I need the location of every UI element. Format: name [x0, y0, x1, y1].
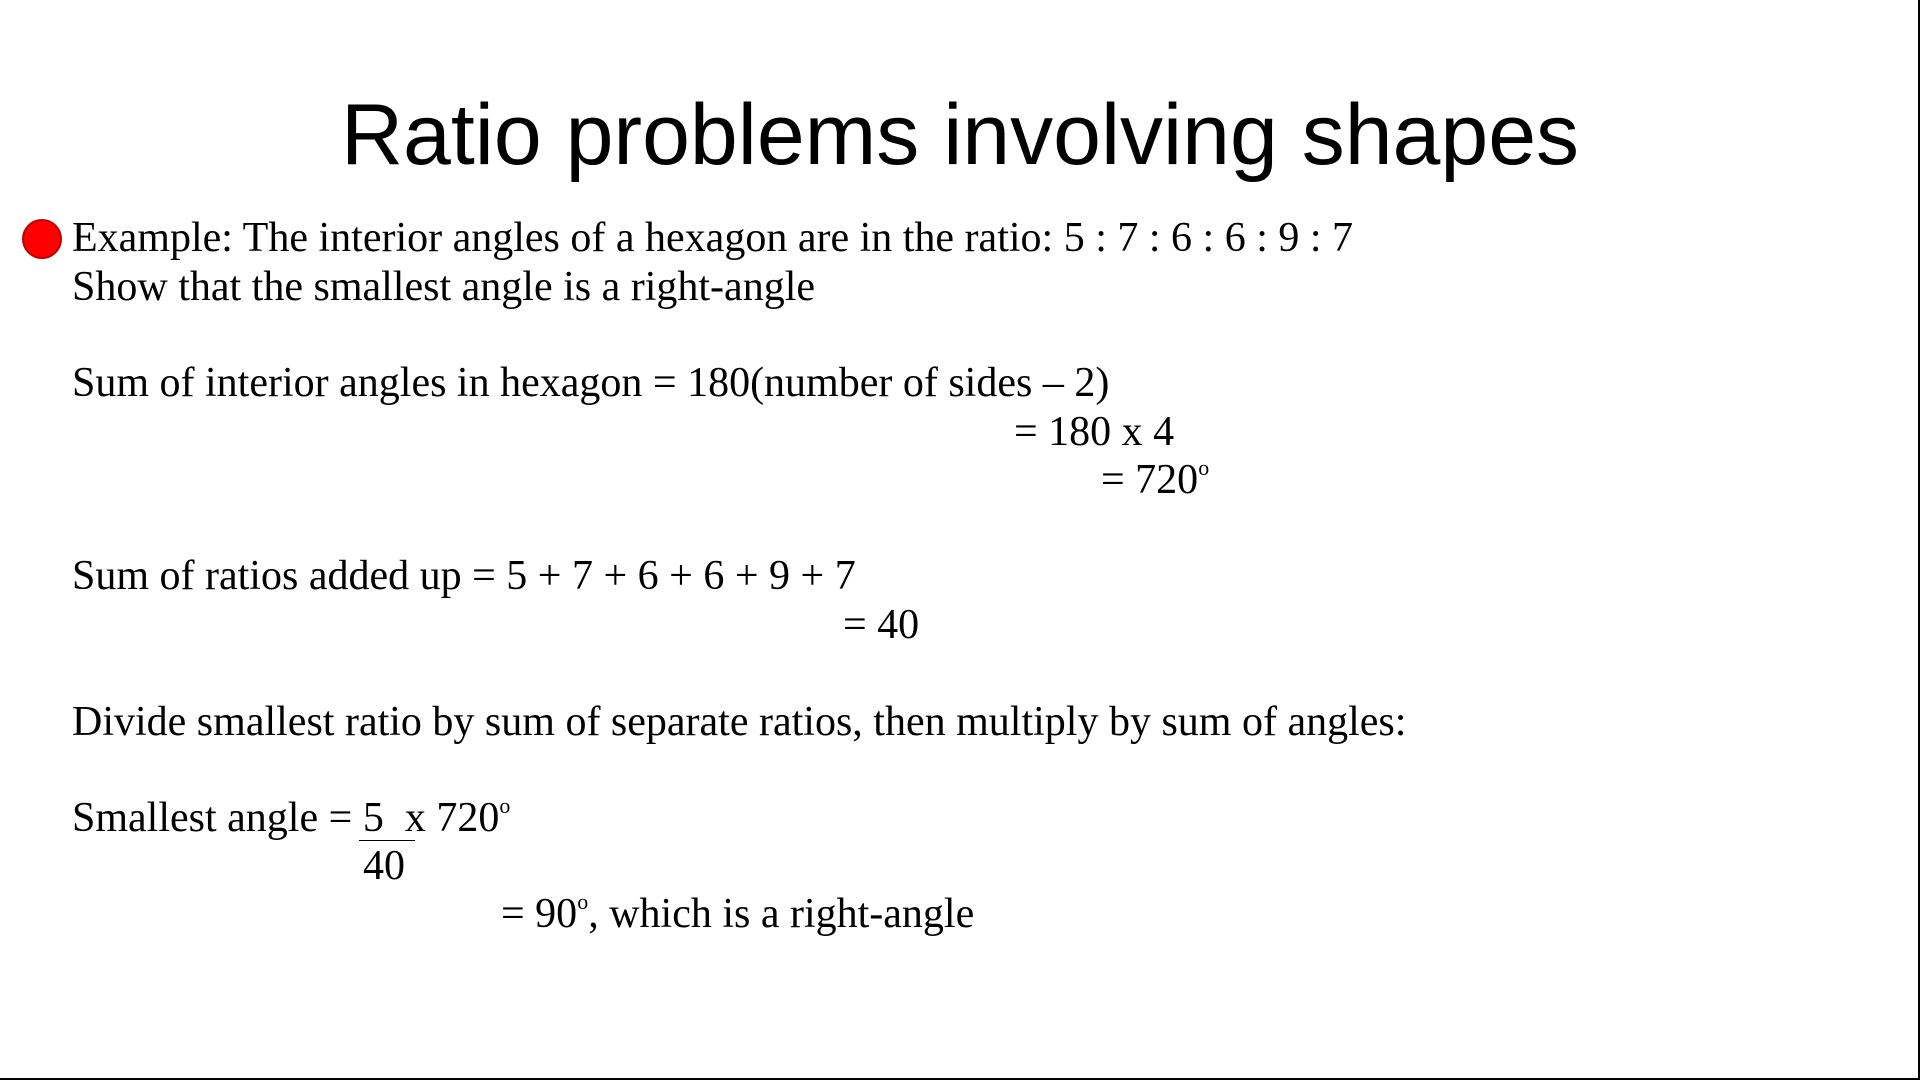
degree-symbol: o	[1198, 455, 1210, 480]
multiply-text: x 720	[404, 795, 500, 841]
fraction-denominator: 40	[363, 843, 405, 889]
example-text: Example: The interior angles of a hexagon are in the ratio: 5 : 7 : 6 : 6 : 9 : 7	[72, 215, 1354, 261]
red-bullet-dot	[22, 219, 62, 259]
sum-ratios-result-text: = 40	[843, 602, 920, 648]
sum-ratios-text: Sum of ratios added up = 5 + 7 + 6 + 6 + 9 + 7	[72, 553, 856, 599]
smallest-angle-line	[72, 793, 510, 843]
divide-instruction-line	[72, 697, 1406, 747]
slide-title: Ratio problems involving shapes	[340, 87, 1580, 183]
divide-instruction-text: Divide smallest ratio by sum of separate ratios, then multiply by sum of angles:	[72, 699, 1407, 745]
sum-interior-line	[72, 358, 1109, 408]
final-value: = 90	[501, 891, 578, 937]
smallest-angle-label: Smallest angle =	[72, 795, 363, 841]
example-line	[72, 213, 1353, 263]
sum-interior-step-line	[1014, 407, 1174, 457]
sum-interior-text: Sum of interior angles in hexagon = 180(number of sides – 2)	[72, 360, 1110, 406]
sum-interior-result-text: = 720	[1101, 457, 1199, 503]
final-text: , which is a right-angle	[588, 891, 975, 937]
fraction-numerator: 5	[362, 795, 384, 841]
sum-interior-step-text: = 180 x 4	[1014, 409, 1175, 455]
show-text: Show that the smallest angle is a right-angle	[72, 264, 815, 310]
final-result-line	[501, 889, 974, 939]
fraction-denominator-line	[363, 841, 405, 891]
degree-symbol: o	[577, 889, 589, 914]
degree-symbol: o	[499, 793, 511, 818]
sum-ratios-line	[72, 551, 856, 601]
show-line	[72, 262, 815, 312]
sum-ratios-result-line	[843, 600, 919, 650]
sum-interior-result-line	[1101, 455, 1209, 505]
